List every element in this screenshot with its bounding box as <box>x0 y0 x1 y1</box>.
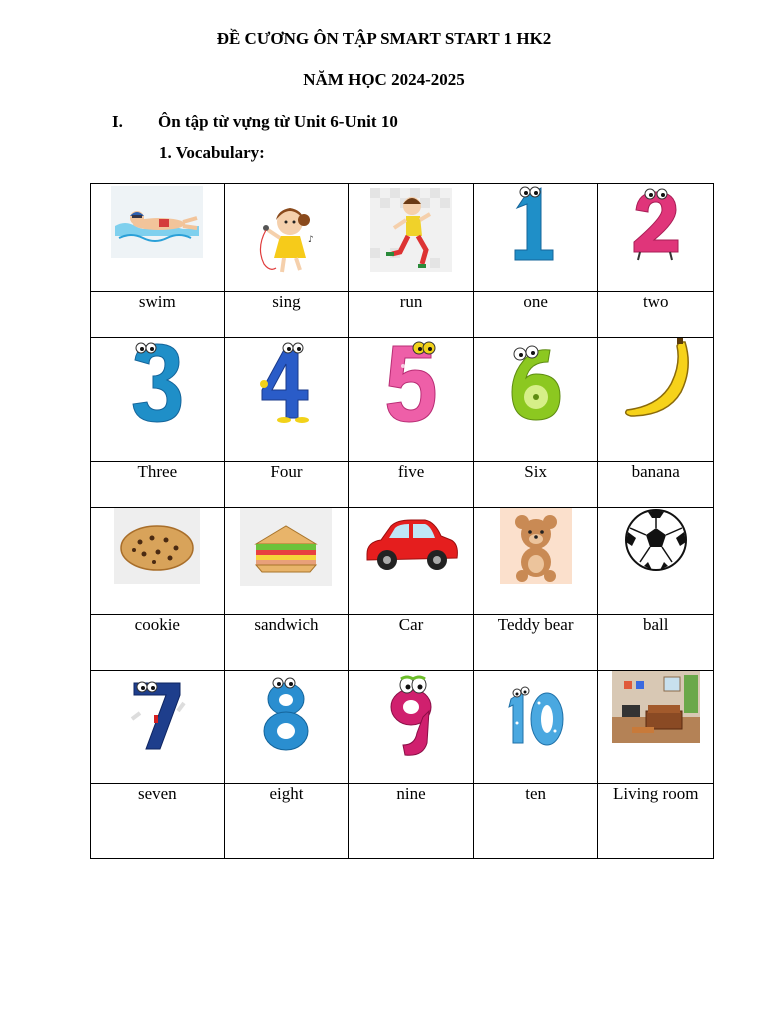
word-row <box>91 784 714 859</box>
vocab-word: sandwich <box>224 615 349 671</box>
word-row <box>91 615 714 671</box>
cookie-icon <box>114 508 200 584</box>
number-four-icon <box>256 340 316 426</box>
number-ten-icon <box>503 683 569 749</box>
vocab-word: eight <box>224 784 349 859</box>
picture-cell <box>224 508 349 615</box>
vocab-word: seven <box>91 784 225 859</box>
picture-row <box>91 338 714 462</box>
running-boy-icon <box>370 188 452 272</box>
picture-cell <box>91 338 225 462</box>
singing-girl-icon <box>246 198 326 278</box>
vocab-word: Three <box>91 462 225 508</box>
vocab-word: Car <box>349 615 474 671</box>
soccer-ball-icon <box>624 508 688 572</box>
vocab-word: banana <box>598 462 714 508</box>
number-five-icon <box>381 340 441 426</box>
subsection-heading: 1. Vocabulary: <box>159 143 265 162</box>
vocab-word: cookie <box>91 615 225 671</box>
vocab-word: five <box>349 462 474 508</box>
vocab-word: nine <box>349 784 474 859</box>
picture-cell <box>473 671 598 784</box>
picture-cell <box>598 508 714 615</box>
number-seven-icon <box>126 675 188 753</box>
word-row <box>91 462 714 508</box>
number-six-icon <box>504 342 568 422</box>
vocab-word: ten <box>473 784 598 859</box>
picture-cell <box>349 508 474 615</box>
car-icon <box>361 514 461 576</box>
vocab-word: sing <box>224 292 349 338</box>
number-eight-icon <box>256 675 316 753</box>
picture-cell <box>224 184 349 292</box>
svg-text:♪: ♪ <box>308 235 315 245</box>
picture-cell <box>91 508 225 615</box>
number-one-icon <box>501 184 571 264</box>
vocab-word: one <box>473 292 598 338</box>
section-title: Ôn tập từ vựng từ Unit 6-Unit 10 <box>158 112 398 131</box>
picture-row <box>91 671 714 784</box>
vocab-word: Living room <box>598 784 714 859</box>
picture-cell <box>598 184 714 292</box>
vocab-word: Six <box>473 462 598 508</box>
vocab-word: ball <box>598 615 714 671</box>
picture-cell <box>598 338 714 462</box>
picture-cell <box>224 338 349 462</box>
banana-icon <box>619 338 693 422</box>
picture-cell <box>473 338 598 462</box>
document-title: ĐỀ CƯƠNG ÔN TẬP SMART START 1 HK2 <box>216 29 552 48</box>
picture-cell <box>224 671 349 784</box>
picture-row <box>91 184 714 292</box>
number-nine-icon <box>383 673 439 759</box>
picture-cell <box>91 184 225 292</box>
picture-cell <box>349 338 474 462</box>
teddy-bear-icon <box>500 508 572 584</box>
sandwich-icon <box>240 508 332 586</box>
picture-row <box>91 508 714 615</box>
section-heading <box>112 112 398 132</box>
picture-cell <box>473 184 598 292</box>
vocab-word: swim <box>91 292 225 338</box>
school-year: NĂM HỌC 2024-2025 <box>303 70 465 89</box>
picture-cell <box>473 508 598 615</box>
number-two-icon <box>626 186 686 262</box>
vocabulary-table <box>90 183 714 859</box>
vocab-word: Teddy bear <box>473 615 598 671</box>
living-room-icon <box>612 671 700 743</box>
picture-cell <box>598 671 714 784</box>
number-three-icon <box>127 340 187 426</box>
vocab-word: run <box>349 292 474 338</box>
section-number: I. <box>112 112 123 131</box>
picture-cell <box>349 671 474 784</box>
picture-cell <box>91 671 225 784</box>
word-row <box>91 292 714 338</box>
picture-cell <box>349 184 474 292</box>
vocab-word: Four <box>224 462 349 508</box>
swimmer-icon <box>111 186 203 258</box>
vocab-word: two <box>598 292 714 338</box>
